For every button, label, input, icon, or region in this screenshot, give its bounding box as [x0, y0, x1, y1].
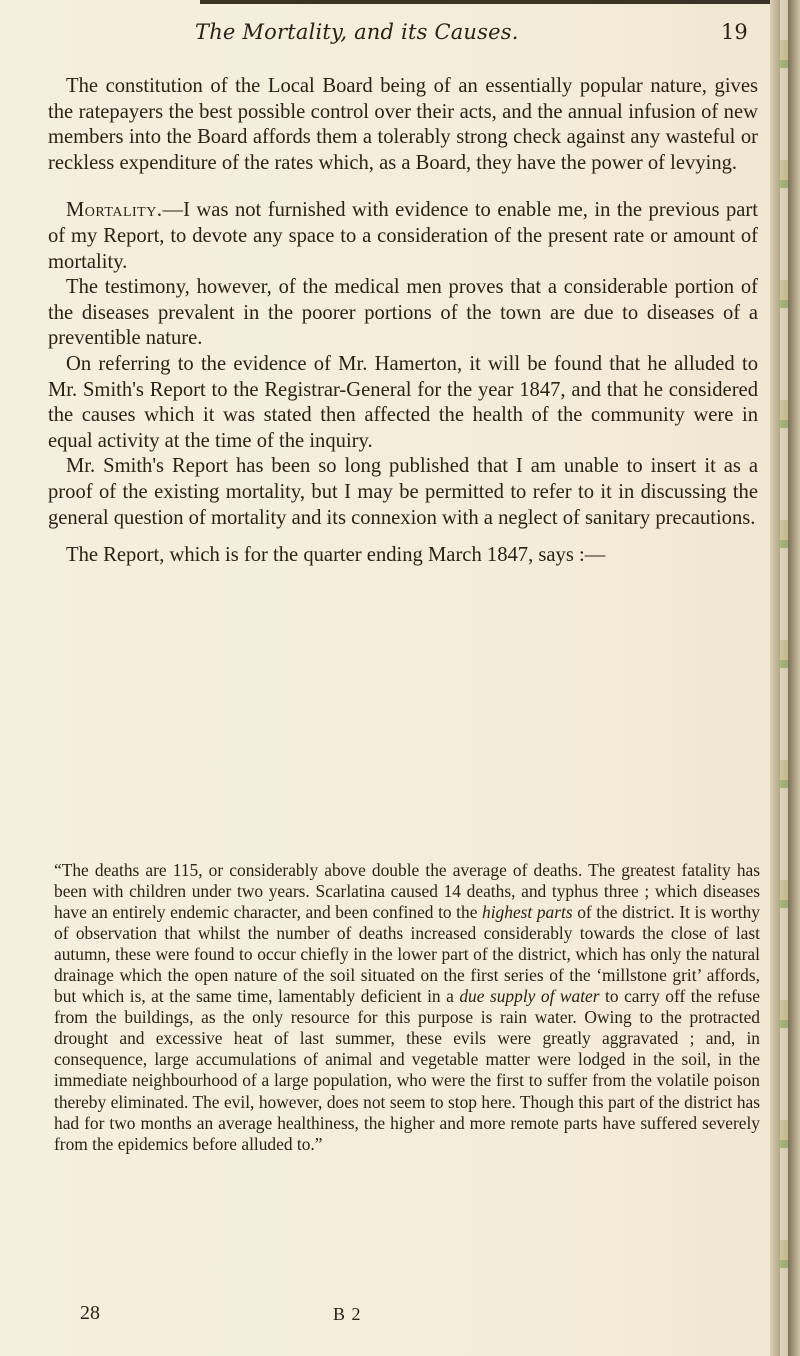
- running-header: [0, 16, 770, 50]
- paragraph-mortality: [48, 198, 758, 275]
- paragraph-report-intro: The Report, which is for the quarter ending March 1847, says :—: [66, 544, 606, 567]
- quotation-emphasis-highest-parts: highest parts: [482, 902, 573, 923]
- quotation-part-1: “The deaths are 115, or considerably above double the average of deaths. The greatest fatality has been with children under two years. Scarlatina caused 14 deaths, and typhus three ; which diseases have an entirely endemic character, and been confined to the: [54, 860, 760, 923]
- quotation-emphasis-water-supply: due supply of water: [459, 986, 600, 1007]
- body-text: [48, 74, 758, 569]
- footer-number: 28: [80, 1302, 100, 1324]
- paragraph-hamerton: On referring to the evidence of Mr. Hamerton, it will be found that he alluded to Mr. Smith's Report to the Registrar-General for the year 1847, and that he considered the causes which it was stated then affected the health of the community were in equal activity at the time of the inquiry.: [48, 352, 758, 452]
- paragraph-smith-report: Mr. Smith's Report has been so long published that I am unable to insert it as a proof of the existing mortality, but I may be permitted to refer to it in discussing the general question of mortality and its connexion with a neglect of sanitary precautions.: [48, 455, 758, 529]
- quotation-text: [54, 860, 760, 1155]
- page-footer: [48, 1302, 748, 1332]
- section-heading-mortality: Mortality.: [66, 199, 163, 222]
- top-edge-rule: [200, 0, 800, 4]
- page-gutter-edge: [770, 0, 800, 1356]
- quotation-part-3: to carry off the refuse from the buildings, as the only resource for this purpose is rain water. Owing to the protracted drought and excessive heat of last summer, these evils were greatly aggravated ; and, in consequence, large accumulations of animal and vegetable matter were lodged in the soil, in the immediate neighbourhood of a large population, who were the first to suffer from the volatile poison thereby eliminated. The evil, however, does not seem to stop here. Though this part of the district has had for two months an average healthiness, the higher and more remote parts have suffered severely from the epidemics before alluded to.”: [54, 986, 760, 1154]
- running-title: The Mortality, and its Causes.: [195, 20, 519, 44]
- signature-mark: B 2: [333, 1304, 362, 1324]
- paragraph-local-board: The constitution of the Local Board being of an essentially popular nature, gives the ratepayers the best possible control over their acts, and the annual infusion of new members into the Board affords them a tolerably strong check against any wasteful or reckless expenditure of the rates which, as a Board, they have the power of levying.: [48, 75, 758, 174]
- paragraph-mortality-text: —I was not furnished with evidence to enable me, in the previous part of my Report, to devote any space to a consideration of the present rate or amount of mortality.: [48, 199, 758, 273]
- page-number: 19: [721, 20, 748, 44]
- binding-strip: [780, 0, 788, 1356]
- paragraph-testimony: The testimony, however, of the medical men proves that a considerable portion of the diseases prevalent in the poorer portions of the town are due to diseases of a preventible nature.: [48, 276, 758, 350]
- quotation-part-2: of the district. It is worthy of observation that whilst the number of deaths increased considerably towards the close of last autumn, these were found to occur chiefly in the lower part of the district, which has only the natural drainage which the open nature of the soil situated on the first series of the ‘millstone grit’ affords, but which is, at the same time, lamentably deficient in a: [54, 902, 761, 1007]
- report-quotation: [54, 860, 760, 1155]
